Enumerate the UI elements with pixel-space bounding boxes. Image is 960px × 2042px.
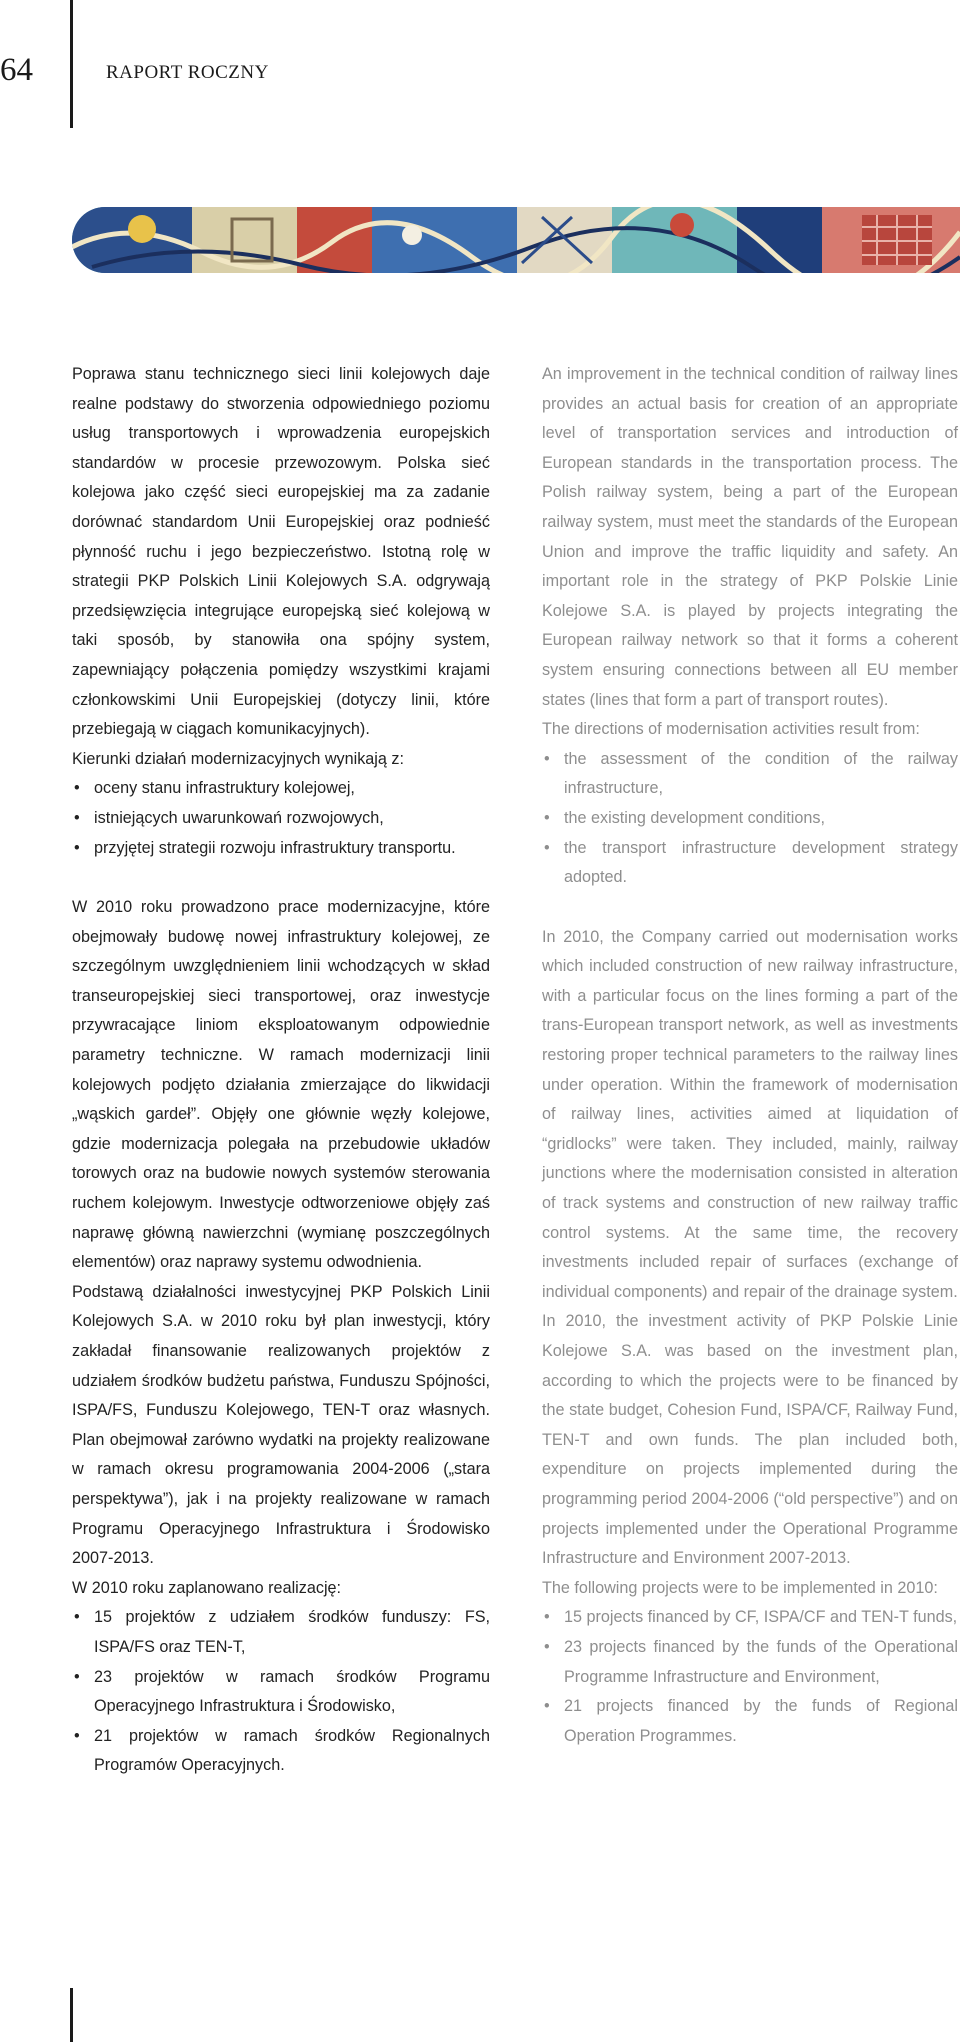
- pl-projects-intro: W 2010 roku zaplanowano realizację:: [72, 1578, 342, 1597]
- list-item: • 15 projektów z udziałem środków funduszy: FS, ISPA/FS oraz TEN-T,: [72, 1603, 490, 1662]
- list-item: • 21 projektów w ramach środków Regionalnych Programów Operacyjnych.: [72, 1722, 490, 1781]
- list-item: • 21 projects financed by the funds of Regional Operation Programmes.: [542, 1692, 958, 1751]
- en-directions-intro: The directions of modernisation activities result from:: [542, 720, 920, 739]
- pl-directions-section: [72, 745, 490, 863]
- report-title: RAPORT ROCZNY: [106, 62, 269, 83]
- pl-modernisation-paragraph: W 2010 roku prowadzono prace modernizacyjne, które obejmowały budowę nowej infrastruktury kolejowej, ze szczególnym uwzględnieniem linii wchodzących w skład transeuropejskiej sieci transportowej, oraz inwestycje przywracające liniom eksploatowanym odpowiednie parametry techniczne. W ramach modernizacji linii kolejowych podjęto działania zmierzające do likwidacji „wąskich gardeł”. Objęły one głównie węzły kolejowe, gdzie modernizacja polegała na przebudowie układów torowych oraz na budowie nowych systemów sterowania ruchem kolejowym. Inwestycje odtworzeniowe objęły zaś naprawę główną nawierzchni (wymianę poszczególnych elementów) oraz naprawy systemu odwodnienia.: [72, 898, 490, 1272]
- en-projects-intro: The following projects were to be implemented in 2010:: [542, 1578, 938, 1597]
- list-item: • the existing development conditions,: [542, 804, 958, 834]
- list-item: • przyjętej strategii rozwoju infrastruktury transportu.: [72, 834, 490, 864]
- en-projects-list: [542, 1603, 958, 1751]
- list-item: • oceny stanu infrastruktury kolejowej,: [72, 774, 490, 804]
- page-number: 64: [0, 52, 33, 88]
- header-rule: [70, 0, 73, 128]
- en-investment-paragraph: In 2010, the investment activity of PKP Polskie Linie Kolejowe S.A. was based on the investment plan, according to which the projects were to be financed by the state budget, Cohesion Fund, ISPA/CF, Railway Fund, TEN-T and own funds. The plan included both, expenditure on projects implemented during the programming period 2004-2006 (“old perspective”) and on projects implemented under the Operational Programme Infrastructure and Environment 2007-2013.: [542, 1312, 958, 1568]
- pl-projects-section: [72, 1574, 490, 1781]
- list-item: • 23 projektów w ramach środków Programu Operacyjnego Infrastruktura i Środowisko,: [72, 1663, 490, 1722]
- en-directions-section: [542, 715, 958, 893]
- polish-column: [72, 360, 490, 1781]
- pl-projects-list: [72, 1603, 490, 1781]
- en-directions-list: [542, 745, 958, 893]
- english-column: [542, 360, 958, 1751]
- pl-directions-intro: Kierunki działań modernizacyjnych wynikają z:: [72, 749, 404, 768]
- list-item: • the assessment of the condition of the railway infrastructure,: [542, 745, 958, 804]
- en-intro-paragraph: An improvement in the technical condition of railway lines provides an actual basis for creation of an appropriate level of transportation services and introduction of European standards in the transportation process. The Polish railway system, being a part of the European railway system, must meet the standards of the European Union and improve the traffic liquidity and safety. An important role in the strategy of PKP Polskie Linie Kolejowe S.A. is played by projects integrating the European railway network so that it forms a coherent system ensuring connections between all EU member states (lines that form a part of transport routes).: [542, 365, 958, 709]
- pl-directions-list: [72, 774, 490, 863]
- list-item: • 23 projects financed by the funds of the Operational Programme Infrastructure and Environment,: [542, 1633, 958, 1692]
- en-projects-section: [542, 1574, 958, 1752]
- pl-intro-paragraph: Poprawa stanu technicznego sieci linii kolejowych daje realne podstawy do stworzenia odpowiedniego poziomu usług transportowych i wprowadzenia europejskich standardów w procesie przewozowym. Polska sieć kolejowa jako część sieci europejskiej ma za zadanie dorównać standardom Unii Europejskiej oraz podnieść płynność ruchu i jego bezpieczeństwo. Istotną rolę w strategii PKP Polskich Linii Kolejowych S.A. odgrywają przedsięwzięcia integrujące europejską sieć kolejową w taki sposób, by stanowiła ona spójny system, zapewniający połączenia pomiędzy wszystkimi krajami członkowskimi Unii Europejskiej (dotyczy linii, które przebiegają w ciągach komunikacyjnych).: [72, 365, 490, 739]
- list-item: • istniejących uwarunkowań rozwojowych,: [72, 804, 490, 834]
- pl-investment-paragraph: Podstawą działalności inwestycyjnej PKP Polskich Linii Kolejowych S.A. w 2010 roku był plan inwestycji, który zakładał finansowanie realizowanych projektów z udziałem środków budżetu państwa, Funduszu Spójności, ISPA/FS, Funduszu Kolejowego, TEN-T oraz własnych. Plan obejmował zarówno wydatki na projekty realizowane w ramach okresu programowania 2004-2006 („stara perspektywa”), jak i na projekty realizowane w ramach Programu Operacyjnego Infrastruktura i Środowisko 2007-2013.: [72, 1282, 490, 1568]
- decorative-banner-image: [72, 207, 960, 273]
- list-item: • 15 projects financed by CF, ISPA/CF and TEN-T funds,: [542, 1603, 958, 1633]
- footer-rule: [70, 1988, 73, 2042]
- en-modernisation-paragraph: In 2010, the Company carried out modernisation works which included construction of new railway infrastructure, with a particular focus on the lines forming a part of the trans-European transport network, as well as investments restoring proper technical parameters to the railway lines under operation. Within the framework of modernisation of railway lines, activities aimed at liquidation of “gridlocks” were taken. They included, mainly, railway junctions where the modernisation consisted in alteration of track systems and construction of new railway traffic control systems. At the same time, the recovery investments included repair of surfaces (exchange of individual components) and repair of the drainage system.: [542, 927, 958, 1301]
- list-item: • the transport infrastructure development strategy adopted.: [542, 834, 958, 893]
- banner-illustration: [72, 207, 960, 273]
